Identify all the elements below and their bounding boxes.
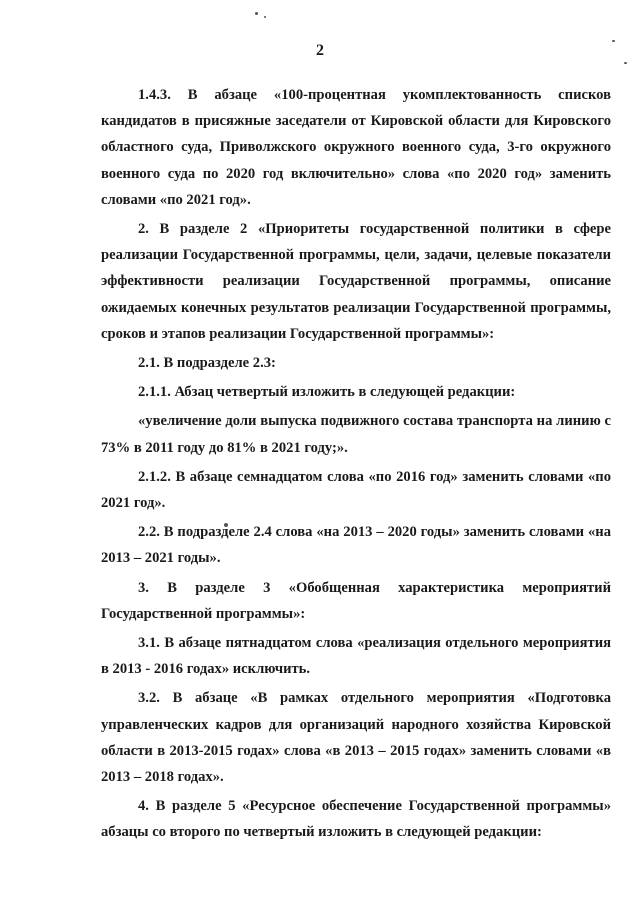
scan-speck <box>624 62 627 64</box>
document-body <box>101 82 611 846</box>
paragraph: 2.1.2. В абзаце семнадцатом слова «по 2016 год» заменить словами «по 2021 год». <box>101 468 611 512</box>
paragraph: 1.4.3. В абзаце «100-процентная укомплектованность списков кандидатов в присяжные заседатели от Кировской области для Кировского областного суда, Приволжского окружного военного суда, 3-го окружного военного суда по 2020 год включительно» слова «по 2020 год» заменить словами «по 2021 год». <box>101 87 611 208</box>
paragraph: 4. В разделе 5 «Ресурсное обеспечение Государственной программы» абзацы со второго по четвертый изложить в следующей редакции: <box>101 798 611 841</box>
scan-speck <box>264 16 266 18</box>
paragraph: 2. В разделе 2 «Приоритеты государственной политики в сфере реализации Государственной программы, цели, задачи, целевые показатели эффективности реализации Государственной программы, описание ожидаемых конечных результатов реализации Государственной программы, сроков и этапов реализации Государственной программы»: <box>101 221 611 342</box>
paragraph: «увеличение доли выпуска подвижного состава транспорта на линию с 73% в 2011 году до 81% в 2021 году;». <box>101 413 611 456</box>
paragraph: 3. В разделе 3 «Обобщенная характеристика мероприятий Государственной программы»: <box>101 579 611 622</box>
paragraph: 2.1.1. Абзац четвертый изложить в следующей редакции: <box>138 384 516 401</box>
paragraph: 2.2. В подразделе 2.4 слова «на 2013 – 2020 годы» заменить словами «на 2013 – 2021 годы». <box>101 524 611 567</box>
scan-speck <box>255 12 258 15</box>
paragraph: 3.1. В абзаце пятнадцатом слова «реализация отдельного мероприятия в 2013 - 2016 годах» исключить. <box>101 635 611 678</box>
paragraph: 3.2. В абзаце «В рамках отдельного мероприятия «Подготовка управленческих кадров для организаций народного хозяйства Кировской области в 2013-2015 годах» слова «в 2013 – 2015 годах» заменить словами «в 2013 – 2018 годах». <box>101 690 611 786</box>
paragraph: 2.1. В подразделе 2.3: <box>138 355 276 372</box>
page-number: 2 <box>316 42 324 59</box>
